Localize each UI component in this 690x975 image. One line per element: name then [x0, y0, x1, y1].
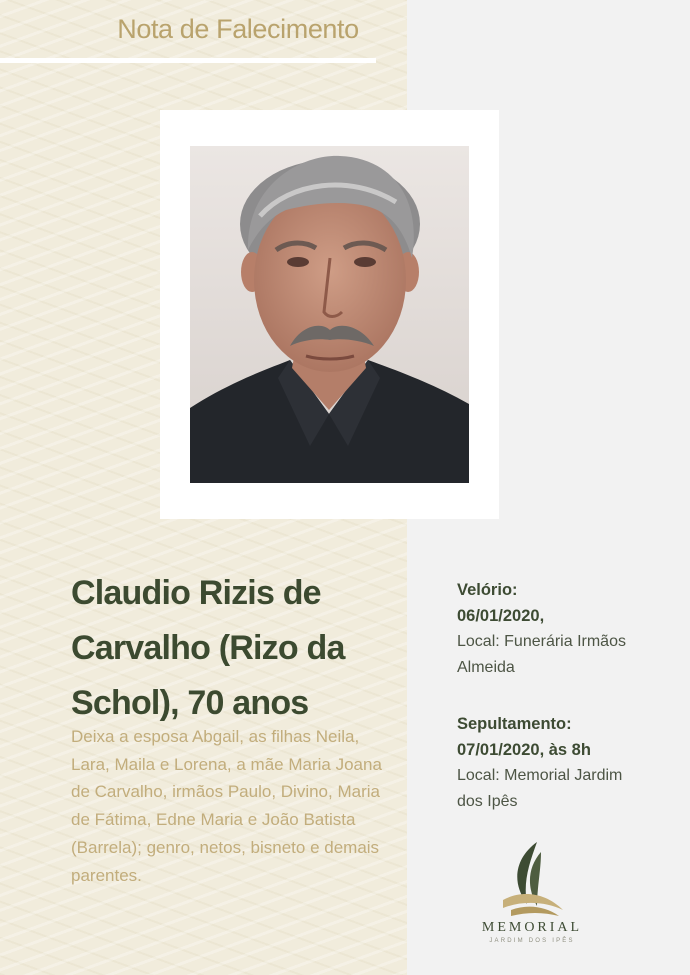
survivors-text: Deixa a esposa Abgail, as filhas Neila, Lara, Maila e Lorena, a mãe Maria Joana de Carvalho, irmãos Paulo, Divino, Maria de Fátima, Edne Maria e João Batista (Barrela); genro, netos, bisneto e demais parentes. — [71, 727, 382, 885]
header-divider — [0, 58, 376, 63]
photo-frame — [160, 110, 499, 519]
burial-date: 07/01/2020, às 8h — [457, 741, 591, 759]
burial-info — [457, 711, 682, 815]
wake-label: Velório: — [457, 581, 518, 599]
portrait-photo — [190, 146, 469, 483]
wake-place: Local: Funerária Irmãos Almeida — [457, 633, 626, 676]
leaf-logo-icon — [497, 838, 567, 918]
wake-date: 06/01/2020, — [457, 607, 545, 625]
wake-info — [457, 577, 682, 681]
page-title: Nota de Falecimento — [117, 14, 359, 44]
burial-label: Sepultamento: — [457, 715, 572, 733]
logo-name: MEMORIAL — [481, 920, 583, 935]
burial-place: Local: Memorial Jardim dos Ipês — [457, 767, 623, 810]
logo-subtitle: JARDIM DOS IPÊS — [489, 938, 575, 944]
deceased-name: Claudio Rizis de Carvalho (Rizo da Schol), 70 anos — [71, 574, 345, 722]
memorial-logo — [462, 838, 602, 950]
